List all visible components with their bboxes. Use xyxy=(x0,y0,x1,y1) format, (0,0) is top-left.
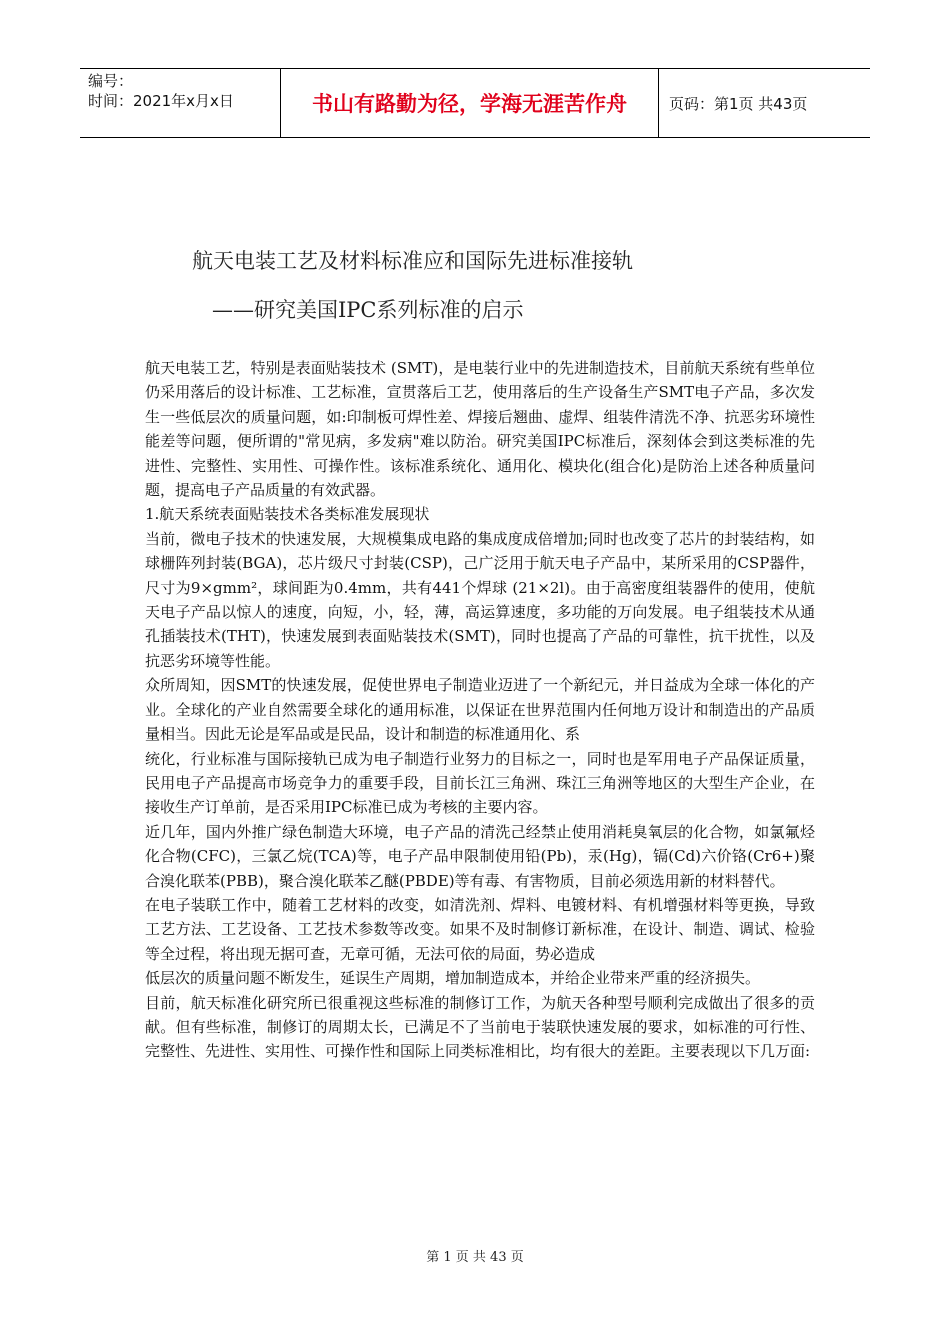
paragraph: 航天电装工艺，特别是表面贴装技术 (SMT)，是电装行业中的先进制造技术，目前航天系统有些单位仍采用落后的设计标准、工艺标准，宣贯落后工艺，使用落后的生产设备生产SMT电子产品，多次发生一些低层次的质量问题，如:印制板可焊性差、焊接后翘曲、虚焊、组装件清洗不净、抗恶劣环境性能差等问题，便所谓的"常见病，多发病"难以防治。研究美国IPC标准后，深刻体会到这类标准的先进性、完整性、实用性、可操作性。该标准系统化、通用化、模块化(组合化)是防治上述各种质量问题，提高电子产品质量的有效武器。 xyxy=(145,359,815,500)
paragraph: 目前，航天标准化研究所已很重视这些标准的制修订工作，为航天各种型号顺利完成做出了很多的贡献。但有些标准，制修订的周期太长，已满足不了当前电于装联快速发展的要求，如标准的可行性、完整性、先进性、实用性、可操作性和国际上同类标准相比，均有很大的差距。主要表现以下几万面: xyxy=(145,993,815,1061)
page-footer: 第 1 页 共 43 页 xyxy=(426,1250,524,1265)
paragraph: 在电子装联工作中，随着工艺材料的改变，如清洗剂、焊料、电镀材料、有机增强材料等更换，导致工艺方法、工艺设备、工艺技术参数等改变。如果不及时制修订新标准，在设计、制造、调试、检验等全过程，将出现无据可查，无章可循，无法可依的局面，势必造成 xyxy=(145,895,815,963)
document-title: 航天电装工艺及材料标准应和国际先进标准接轨 xyxy=(192,249,633,273)
section-heading: 1.航天系统表面贴装技术各类标准发展现状 xyxy=(145,505,430,524)
header-motto: 书山有路勤为径，学海无涯苦作舟 xyxy=(281,69,659,137)
document-time-label: 时间：2021年x月x日 xyxy=(88,92,234,110)
header-page-info: 页码：第1页 共43页 xyxy=(669,94,808,113)
paragraph: 低层次的质量问题不断发生，延误生产周期，增加制造成本，并给企业带来严重的经济损失。 xyxy=(145,969,761,988)
header-meta xyxy=(80,69,281,137)
paragraph: 众所周知，因SMT的快速发展，促使世界电子制造业迈进了一个新纪元，并日益成为全球一体化的产业。全球化的产业自然需要全球化的通用标准，以保证在世界范围内任何地万设计和制造出的产品质量相当。因此无论是军品或是民品，设计和制造的标准通用化、系 xyxy=(145,676,815,744)
paragraph: 近几年，国内外推广绿色制造大环境，电子产品的清洗己经禁止使用消耗臭氧层的化合物，如氯氟烃化合物(CFC)，三氯乙烷(TCA)等，电子产品申限制使用铅(Pb)，汞(Hg)，镉(Cd)六价铬(Cr6+)聚合溴化联苯(PBB)，聚合溴化联苯乙醚(PBDE)等有毒、有害物质，目前必须选用新的材料替代。 xyxy=(145,822,815,890)
page-header xyxy=(80,68,870,138)
paragraph: 统化，行业标准与国际接轨已成为电子制造行业努力的目标之一，同时也是军用电子产品保证质量，民用电子产品提高市场竞争力的重要手段，目前长江三角洲、珠江三角洲等地区的大型生产企业，在接收生产订单前，是否采用IPC标准已成为考核的主要内容。 xyxy=(145,749,815,817)
document-body xyxy=(145,356,815,1064)
paragraph: 当前，微电子技术的快速发展，大规模集成电路的集成度成倍增加;同时也改变了芯片的封装结构，如球栅阵列封装(BGA)，芯片级尺寸封装(CSP)，己广泛用于航天电子产品中，某所采用的CSP器件，尺寸为9×gmm²，球间距为0.4mm，共有441个焊球 (21×2l)。由于高密度组装器件的使用，使航天电子产品以惊人的速度，向短，小，轻，薄，高运算速度，多功能的万向发展。电子组装技术从通孔插装技术(THT)，快速发展到表面贴装技术(SMT)，同时也提高了产品的可靠性，抗干扰性，以及抗恶劣环境等性能。 xyxy=(145,529,815,670)
document-number-label: 编号： xyxy=(88,72,134,90)
document-subtitle: ——研究美国IPC系列标准的启示 xyxy=(212,298,524,322)
